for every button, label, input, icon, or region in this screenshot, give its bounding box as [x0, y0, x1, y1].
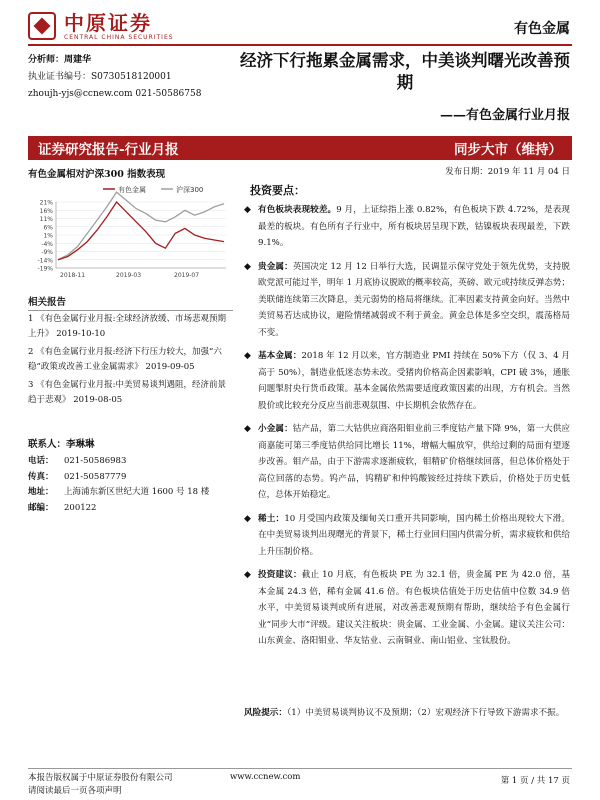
performance-chart [28, 180, 233, 280]
logo-chinese-name: 中原证券 [64, 10, 152, 35]
contact-row [28, 501, 238, 517]
sector-label: 有色金属 [514, 21, 570, 37]
report-title: 经济下行拖累金属需求，中美谈判曙光改善预期 [240, 51, 570, 92]
logo-english-name: CENTRAL CHINA SECURITIES [64, 33, 174, 41]
chart-title: 有色金属相对沪深300 指数表现 [28, 169, 166, 180]
point-text: 英国决定 12 月 12 日举行大选，民调显示保守党处于领先优势，支持脱欧党派可能过半，明年 1 月底协议脱欧的概率较高，英磅、欧元或持续反弹态势；美联储连续第三次降息，美元弱势的格局将继续。汇率因素支持黄金向好。当然中美贸易若达成协议，避险情绪减弱或不利于黄金。黄金总体是多空交织，震荡格局不变。 [258, 261, 570, 338]
y-tick-label: -4% [41, 240, 53, 248]
investment-points [244, 202, 570, 657]
analyst-name: 分析师：周建华 [28, 55, 92, 65]
chart-svg [28, 180, 233, 280]
related-report-item[interactable]: 1 《有色金属行业月报:全球经济放缓、市场悲观预期上升》 2019-10-10 [28, 314, 226, 339]
bullet-icon: ◆ [244, 261, 251, 272]
contact-value: 上海浦东新区世纪大道 1600 号 18 楼 [64, 487, 210, 497]
investment-points-heading: 投资要点： [250, 184, 305, 197]
legend-label: 有色金属 [118, 186, 146, 194]
related-reports-heading: 相关报告 [28, 294, 233, 311]
y-tick-label: 11% [39, 216, 53, 223]
x-tick-label: 2019-07 [174, 272, 200, 279]
contact-label: 地址： [28, 487, 54, 497]
report-banner [28, 136, 572, 160]
legend-label: 沪深300 [176, 186, 204, 194]
contact-value: 200122 [64, 502, 97, 513]
point-text: 2018 年 12 月以来，官方制造业 PMI 持续在 50%下方（仅 3、4 月高于 50%），制造业低迷态势未改。受猪肉价格高企因素影响，CPI 破 3%，通胀问题掣肘央行货币政策。基本金属依然需要适度政策因素的出现，方有机会。当然股价或比较充分反应当前悲观氛围、中长期机会依然存在。 [258, 351, 570, 411]
report-subtitle: ——有色金属行业月报 [439, 108, 570, 123]
y-tick-label: -14% [37, 257, 53, 265]
investment-point [244, 348, 570, 414]
contact-value: 021-50587779 [64, 471, 127, 482]
y-tick-label: 1% [43, 232, 53, 240]
header-divider [28, 44, 572, 46]
contact-value: 021-50586983 [64, 456, 127, 466]
risk-label: 风险提示： [244, 708, 287, 718]
point-text: 截止 10 月底，有色板块 PE 为 32.1 倍，贵金属 PE 为 42.0 倍，基本金属 24.3 倍，稀有金属 41.6 倍。有色板块估值处于历史估值中位数 34.9 倍水平，中美贸易谈判或所有进展，对改善悲观预期有帮助，继续给予有色金属行业“同步大市”评级。建议关注板块：贵金属、工业金属、小金属。建议关注公司：山东黄金、洛阳钼业、华友钴业、云南铜业、南山铝业、宝钛股份。 [258, 570, 570, 646]
contact-info [28, 454, 238, 516]
risk-text: （1）中美贸易谈判协议不及预期；（2）宏观经济下行导致下游需求不振。 [286, 708, 565, 718]
contact-label: 传真： [28, 471, 54, 482]
point-label: 小金属： [258, 424, 293, 434]
footer-notice [28, 772, 173, 798]
investment-point [244, 567, 570, 650]
bullet-icon: ◆ [244, 351, 251, 361]
point-label: 基本金属： [258, 351, 302, 361]
copyright-notice: 本报告版权属于中原证券股份有限公司 [28, 773, 173, 783]
investment-point [244, 202, 570, 252]
x-tick-label: 2019-03 [116, 272, 142, 279]
y-tick-label: 16% [39, 207, 53, 215]
investment-point [244, 259, 570, 342]
contact-row [28, 470, 238, 486]
page-number: 第 1 页 / 共 17 页 [500, 776, 570, 786]
y-tick-label: -9% [41, 249, 53, 256]
x-tick-label: 2018-11 [60, 272, 86, 279]
y-tick-label: 6% [43, 224, 53, 232]
footer-website-link[interactable]: www.ccnew.com [230, 772, 301, 782]
contact-row [28, 485, 238, 501]
author-block [28, 52, 228, 103]
point-text: 9 月，上证综指上涨 0.82%，有色板块下跌 4.72%，是表现最差的板块。有色所有子行业中，所有板块居呈现下跌，钴镍板块表现最差，下跌 9.1%。 [258, 205, 570, 248]
disclaimer-notice: 请阅读最后一页各项声明 [28, 786, 122, 796]
investment-point [244, 511, 570, 561]
bullet-icon: ◆ [244, 513, 251, 524]
point-text: 10 月受国内政策及缅甸关口重开共同影响，国内稀土价格出现较大下滑。在中美贸易谈判出现曙光的背景下，稀土行业回归国内供需分析，需求疲软和供给上升压制价格。 [258, 513, 570, 557]
license-number: 执业证书编号：S0730518120001 [28, 72, 172, 82]
footer-divider [28, 768, 572, 769]
point-text: 钴产品，第二大钴供应商洛阳钼业前三季度钴产量下降 9%，第一大供应商嘉能可第三季度钴供给同比增长 11%，增幅大幅放窄，供给过剩的局面有望逐步改善。钼产品，由于下游需求逐渐疲软，钼精矿价格继续回落，但总体价格处于高位回落的态势。钨产品，钨精矿和仲钨酸铵经过持续下跌后，价格处于历史低位，总体开始稳定。 [258, 424, 570, 500]
related-report-item[interactable]: 2 《有色金属行业月报:经济下行压力较大，加强“六稳”政策或改善工业金属需求》 2019-09-05 [28, 347, 222, 372]
related-report-item[interactable]: 3 《有色金属行业月报:中美贸易谈判遇阻，经济前景趋于悲观》 2019-08-05 [28, 380, 226, 405]
rating: 同步大市（维持） [454, 142, 562, 158]
investment-point [244, 421, 570, 504]
bullet-icon: ◆ [244, 205, 251, 215]
contact-row [28, 454, 238, 470]
contact-label: 电话： [28, 456, 54, 466]
point-label: 投资建议： [258, 570, 302, 580]
point-label: 有色板块表现较差。 [258, 205, 337, 215]
report-type: 证券研究报告-行业月报 [38, 142, 179, 158]
company-logo [28, 8, 188, 44]
y-tick-label: 21% [39, 199, 53, 207]
risk-warning [244, 705, 570, 721]
analyst-contact: zhoujh-yjs@ccnew.com 021-50586758 [28, 89, 202, 99]
contact-label: 邮编： [28, 502, 54, 513]
bullet-icon: ◆ [244, 424, 251, 434]
contact-person: 联系人：李琳琳 [28, 439, 95, 450]
y-tick-label: -19% [37, 265, 53, 273]
publish-date: 发布日期：2019 年 11 月 04 日 [445, 167, 570, 177]
logo-icon [28, 12, 56, 40]
bullet-icon: ◆ [244, 570, 251, 580]
point-label: 贵金属： [258, 261, 293, 272]
related-reports-list [28, 312, 233, 411]
point-label: 稀土： [258, 513, 285, 524]
